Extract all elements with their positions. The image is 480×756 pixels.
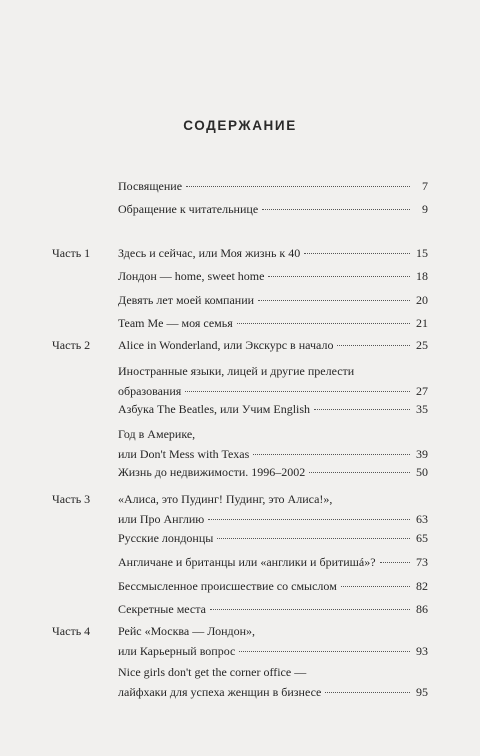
toc-page-number: 95 [416,685,428,699]
toc-page-number: 15 [416,246,428,260]
toc-page-number: 21 [416,316,428,330]
toc-part-label: Часть 1 [52,246,91,260]
toc-entry-text: Год в Америке, [118,427,196,441]
toc-entry-title [118,528,428,548]
toc-entry-text: образования [118,384,182,398]
toc-entry-text: Русские лондонцы [118,531,214,545]
dot-leader [304,252,410,254]
toc-entry-text: Секретные места [118,602,206,616]
dot-leader [185,390,410,392]
toc-entry-title [118,290,428,310]
dot-leader [341,585,410,587]
dot-leader [258,299,410,301]
toc-entry-text: или Don't Mess with Texas [118,447,250,461]
dot-leader [314,408,410,410]
toc-entry-title [118,199,428,219]
toc-entry-text: Бессмысленное происшествие со смыслом [118,579,337,593]
toc-entry-text: Лондон — home, sweet home [118,269,265,283]
dot-leader [237,322,410,324]
dot-leader [262,208,410,210]
dot-leader [309,471,410,473]
toc-part-label: Часть 3 [52,492,91,506]
toc-entry-title [118,599,428,619]
toc-page-number: 7 [422,179,428,193]
toc-page-number: 35 [416,402,428,416]
dot-leader [210,608,410,610]
toc-entry-text: «Алиса, это Пудинг! Пудинг, это Алиса!», [118,492,333,506]
dot-leader [253,453,410,455]
toc-page-number: 86 [416,602,428,616]
toc-entry-text: Девять лет моей компании [118,293,255,307]
toc-entry-title [118,176,428,196]
toc-entry-title [118,266,428,286]
toc-page-number: 25 [416,338,428,352]
dot-leader [268,275,410,277]
toc-entry-title [118,462,428,482]
toc-page-number: 9 [422,202,428,216]
dot-leader [239,650,410,652]
toc-page-number: 39 [416,447,428,461]
toc-entry-text: Жизнь до недвижимости. 1996–2002 [118,465,306,479]
dot-leader [325,691,410,693]
toc-page-number: 20 [416,293,428,307]
dot-leader [208,518,410,520]
toc-entry-text: Здесь и сейчас, или Моя жизнь к 40 [118,246,301,260]
toc-entry-text: Обращение к читательнице [118,202,259,216]
toc-entry-title [118,576,428,596]
toc-entry-title [118,313,428,333]
toc-entry-title [118,489,428,529]
toc-entry-title [118,335,428,355]
toc-entry-text: Team Me — моя семья [118,316,233,330]
toc-entry-text: лайфхаки для успеха женщин в бизнесе [118,685,322,699]
dot-leader [337,344,410,346]
dot-leader [380,561,410,563]
toc-page-number: 82 [416,579,428,593]
toc-entry-text: или Про Англию [118,512,205,526]
toc-entry-text: Азбука The Beatles, или Учим English [118,402,311,416]
page-title: СОДЕРЖАНИЕ [183,118,297,133]
toc-entry-title [118,424,428,464]
dot-leader [186,185,410,187]
toc-entry-text: Англичане и британцы или «англики и бритишá»? [118,555,376,569]
toc-page-number: 73 [416,555,428,569]
toc-page-number: 18 [416,269,428,283]
toc-entry-text: Посвящение [118,179,183,193]
dot-leader [217,537,410,539]
toc-entry-text: или Карьерный вопрос [118,644,236,658]
toc-entry-title [118,621,428,661]
toc-page-number: 93 [416,644,428,658]
toc-part-label: Часть 4 [52,624,91,638]
toc-entry-title [118,243,428,263]
toc-entry-text: Иностранные языки, лицей и другие прелести [118,364,355,378]
toc-part-label: Часть 2 [52,338,91,352]
toc-entry-title [118,662,428,702]
toc-entry-title [118,361,428,401]
toc-entry-title [118,552,428,572]
toc-entry-text: Nice girls don't get the corner office — [118,665,307,679]
toc-page-number: 50 [416,465,428,479]
toc-entry-text: Рейс «Москва — Лондон», [118,624,256,638]
toc-entry-text: Alice in Wonderland, или Экскурс в начало [118,338,334,352]
toc-page-number: 27 [416,384,428,398]
toc-page-number: 65 [416,531,428,545]
toc-entry-title [118,399,428,419]
toc-page-number: 63 [416,512,428,526]
